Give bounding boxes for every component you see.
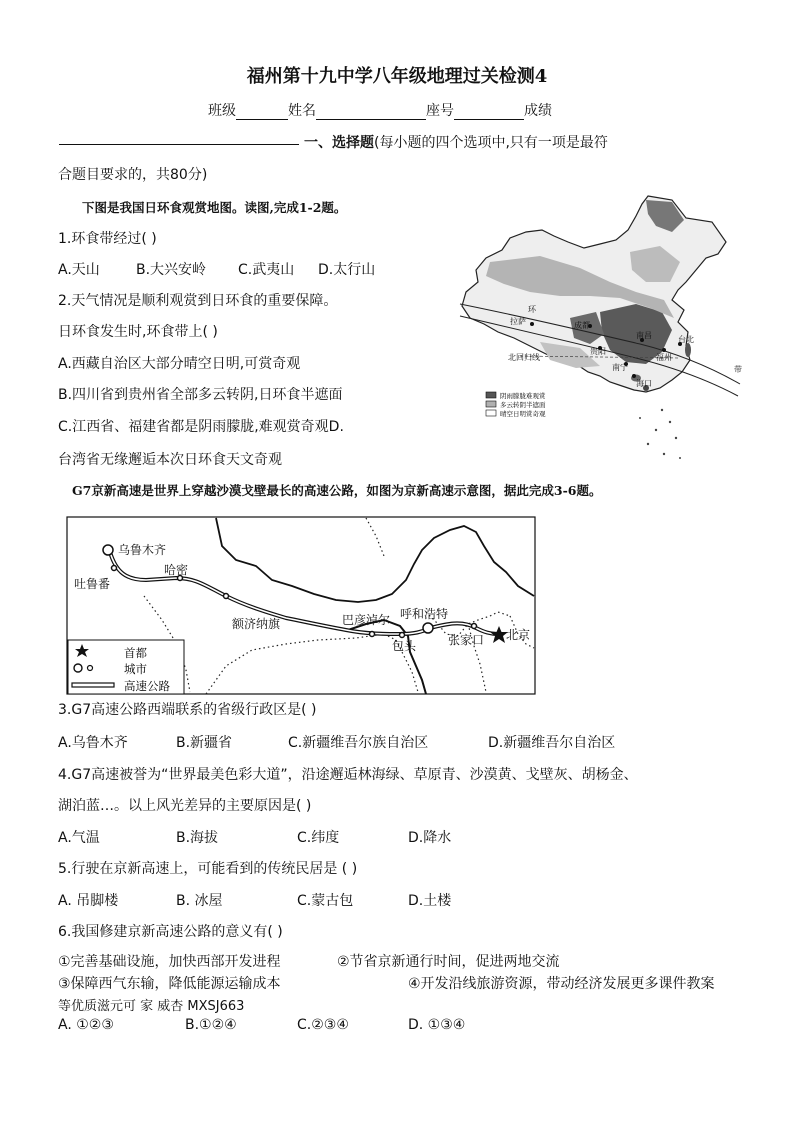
map2-label-hami: 哈密	[164, 563, 189, 577]
q1-stem: 1.环食带经过( )	[58, 231, 157, 247]
q6-watermark-text: 等优质滋元可 家 威杏 MXSJ663	[58, 999, 245, 1014]
legend-city-big-icon	[74, 664, 82, 672]
map2-label-beijing: 北京	[506, 628, 531, 642]
q6-statement-4: ④开发沿线旅游资源，带动经济发展更多课件教案	[408, 976, 715, 992]
map1-label-fuzhou: 福州	[656, 353, 672, 362]
q3-option-b[interactable]: B.新疆省	[176, 735, 233, 751]
jingxin-expressway-map	[66, 516, 536, 696]
score-label: 成绩	[524, 103, 552, 119]
intro-q1-2: 下图是我国日环食观赏地图。读图,完成1-2题。	[82, 200, 347, 215]
q6-statement-1: ①完善基础设施，加快西部开发进程	[58, 954, 281, 970]
map1-legend-clear: 晴空日明赏奇观	[500, 410, 546, 418]
map1-legend-rain: 阴雨朦胧难观赏	[500, 392, 546, 400]
q3-stem: 3.G7高速公路西端联系的省级行政区是( )	[58, 702, 317, 718]
map2-label-zhangjiakou: 张家口	[448, 633, 485, 647]
name-label: 姓名	[288, 103, 316, 119]
name-blank[interactable]	[316, 105, 426, 120]
map2-label-bayannur: 巴彦淖尔	[342, 613, 391, 627]
section-heading: 一、选择题	[304, 135, 374, 151]
south-sea-islands	[639, 385, 681, 459]
q3-option-a[interactable]: A.乌鲁木齐	[58, 735, 128, 751]
q6-option-b[interactable]: B.①②④	[185, 1017, 237, 1033]
map1-label-tropic: 北回归线	[508, 353, 540, 362]
map2-legend-capital: 首都	[124, 646, 147, 660]
q2-option-a[interactable]: A.西藏自治区大部分晴空日明,可赏奇观	[58, 356, 301, 372]
q4-option-d[interactable]: D.降水	[408, 830, 452, 846]
map2-label-baotou: 包头	[392, 639, 417, 653]
intro-q3-6: G7京新高速是世界上穿越沙漠戈壁最长的高速公路，如图为京新高速示意图，据此完成3-6题。	[72, 483, 602, 498]
map1-label-guiyang: 贵阳	[590, 347, 606, 356]
map2-label-urumqi: 乌鲁木齐	[118, 543, 167, 557]
q1-option-c[interactable]: C.武夷山	[238, 262, 295, 278]
section-instruction-cont: 合题目要求的，共80分)	[58, 167, 208, 183]
map1-label-chengdu: 成都	[574, 321, 590, 330]
class-blank[interactable]	[236, 105, 288, 120]
q4-option-a[interactable]: A.气温	[58, 830, 100, 846]
q4-option-b[interactable]: B.海拔	[176, 830, 219, 846]
page-title: 福州第十九中学八年级地理过关检测4	[246, 66, 548, 87]
q3-option-c[interactable]: C.新疆维吾尔族自治区	[288, 735, 429, 751]
section-divider	[59, 144, 299, 145]
q6-option-c[interactable]: C.②③④	[297, 1017, 349, 1033]
q6-stem: 6.我国修建京新高速公路的意义有( )	[58, 924, 283, 940]
map2-label-hohhot: 呼和浩特	[400, 607, 449, 621]
q6-statement-3: ③保障西气东输，降低能源运输成本	[58, 976, 281, 992]
map1-label-huan: 环	[528, 305, 536, 314]
seat-label: 座号	[426, 103, 454, 119]
q6-option-d[interactable]: D. ①③④	[408, 1017, 466, 1033]
q4-stem: 4.G7高速被誉为“世界最美色彩大道”，沿途邂逅林海绿、草原青、沙漠黄、戈壁灰、胡杨金、	[58, 767, 638, 783]
q2-stem-cont: 日环食发生时,环食带上( )	[58, 324, 218, 340]
legend-city-small-icon	[88, 666, 93, 671]
map2-legend-city: 城市	[124, 662, 147, 676]
map1-label-lasa: 拉萨	[510, 317, 526, 326]
q5-stem: 5.行驶在京新高速上，可能看到的传统民居是 ( )	[58, 861, 358, 877]
legend-road-icon	[72, 683, 114, 687]
class-label: 班级	[208, 103, 236, 119]
header-info-line	[208, 100, 552, 120]
q4-option-c[interactable]: C.纬度	[297, 830, 340, 846]
q1-option-d[interactable]: D.太行山	[318, 262, 376, 278]
map1-label-dai: 带	[734, 365, 742, 374]
q1-option-b[interactable]: B.大兴安岭	[136, 262, 207, 278]
eclipse-viewing-map	[450, 192, 750, 472]
q1-option-a[interactable]: A.天山	[58, 262, 100, 278]
map2-legend	[68, 640, 184, 694]
q5-option-a[interactable]: A. 吊脚楼	[58, 893, 119, 909]
map1-legend	[486, 391, 546, 418]
taiwan-island	[685, 343, 691, 357]
q2-option-b[interactable]: B.四川省到贵州省全部多云转阴,日环食半遮面	[58, 387, 343, 403]
map1-label-nanning: 南宁	[612, 363, 628, 372]
q6-option-a[interactable]: A. ①②③	[58, 1017, 114, 1033]
map2-legend-road: 高速公路	[124, 679, 170, 693]
map2-label-turpan: 吐鲁番	[74, 577, 111, 591]
q4-stem-cont: 湖泊蓝…。以上风光差异的主要原因是( )	[58, 798, 312, 814]
seat-blank[interactable]	[454, 105, 524, 120]
map1-legend-cloud: 多云转阴半遮面	[500, 401, 546, 409]
q5-option-c[interactable]: C.蒙古包	[297, 893, 354, 909]
q2-stem: 2.天气情况是顺利观赏到日环食的重要保障。	[58, 293, 338, 309]
q5-option-d[interactable]: D.土楼	[408, 893, 452, 909]
section-instruction: (每小题的四个选项中,只有一项是最符	[374, 135, 608, 151]
q6-statement-2: ②节省京新通行时间，促进两地交流	[337, 954, 560, 970]
q5-option-b[interactable]: B. 冰屋	[176, 893, 223, 909]
map1-label-taibei: 台北	[678, 335, 694, 344]
q2-option-c[interactable]: C.江西省、福建省都是阴雨朦胧,难观赏奇观D.	[58, 419, 344, 435]
map2-label-ejina: 额济纳旗	[232, 617, 281, 631]
q2-option-d[interactable]: 台湾省无缘邂逅本次日环食天文奇观	[58, 452, 282, 468]
map1-label-haikou: 海口	[636, 379, 652, 388]
q3-option-d[interactable]: D.新疆维吾尔自治区	[488, 735, 616, 751]
section-heading-line	[304, 132, 608, 152]
map1-label-nanchang: 南昌	[636, 331, 652, 340]
